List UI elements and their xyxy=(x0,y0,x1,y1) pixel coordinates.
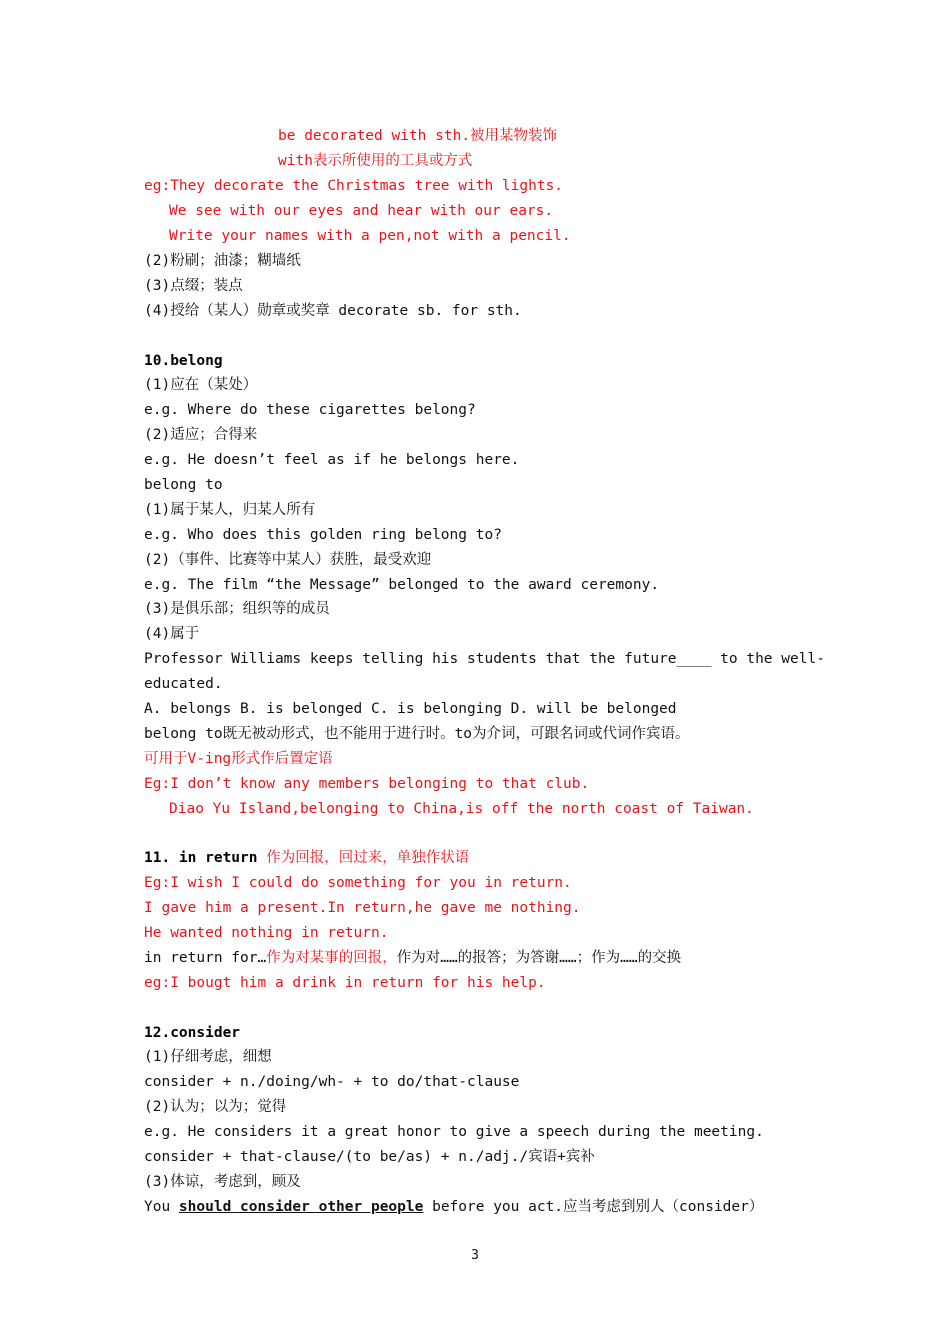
text-line: belong to xyxy=(144,477,223,493)
text-line: e.g. He considers it a great honor to give a speech during the meeting. xyxy=(144,1124,764,1140)
example-line: I gave him a present.In return,he gave me nothing. xyxy=(144,900,581,916)
text-line: with表示所使用的工具或方式 xyxy=(278,153,473,169)
text-line: (4)属于 xyxy=(144,626,200,642)
example-line: Write your names with a pen,not with a pencil. xyxy=(169,228,571,244)
text-segment: You xyxy=(144,1199,179,1215)
section-heading: 10.belong xyxy=(144,353,223,369)
phrase: in return for… xyxy=(144,950,267,966)
text-line: (1)属于某人，归某人所有 xyxy=(144,502,316,518)
text-line: e.g. Where do these cigarettes belong? xyxy=(144,402,476,418)
text-line: belong to既无被动形式，也不能用于进行时。to为介词，可跟名词或代词作宾语。 xyxy=(144,726,690,742)
text-line: Professor Williams keeps telling his students that the future____ to the well- xyxy=(144,651,825,667)
underlined-answer: should consider other people xyxy=(178,1199,424,1215)
text-line: (2)粉刷；油漆；糊墙纸 xyxy=(144,253,301,269)
phrase-meaning-extra: 作为对……的报答；为答谢……；作为……的交换 xyxy=(396,950,682,966)
text-line: (1)应在（某处） xyxy=(144,377,258,393)
example-line: We see with our eyes and hear with our ears. xyxy=(169,203,554,219)
text-line: A. belongs B. is belonged C. is belonging D. will be belonged xyxy=(144,701,677,717)
text-line xyxy=(144,1195,763,1220)
text-segment: before you act.应当考虑到别人（consider） xyxy=(423,1199,764,1215)
section-heading xyxy=(144,846,469,871)
section-heading: 12.consider xyxy=(144,1025,241,1041)
section-note: 作为回报，回过来，单独作状语 xyxy=(257,850,470,866)
text-line: (2)适应；合得来 xyxy=(144,427,258,443)
text-line: (1)仔细考虑，细想 xyxy=(144,1049,272,1065)
example-line: Diao Yu Island,belonging to China,is off the north coast of Taiwan. xyxy=(169,801,754,817)
text-line: consider + n./doing/wh- + to do/that-clause xyxy=(144,1074,520,1090)
section-title: 11. in return xyxy=(144,850,258,866)
text-line: (2)（事件、比赛等中某人）获胜，最受欢迎 xyxy=(144,552,432,568)
text-line: consider + that-clause/(to be/as) + n./adj./宾语+宾补 xyxy=(144,1149,595,1165)
text-line: (3)体谅，考虑到，顾及 xyxy=(144,1174,301,1190)
text-line: (4)授给（某人）勋章或奖章 decorate sb. for sth. xyxy=(144,303,522,319)
text-line: (3)是俱乐部；组织等的成员 xyxy=(144,601,330,617)
phrase-meaning: 作为对某事的回报， xyxy=(266,950,397,966)
page-number: 3 xyxy=(471,1248,479,1263)
text-line: 可用于V-ing形式作后置定语 xyxy=(144,751,333,767)
example-line: eg:They decorate the Christmas tree with lights. xyxy=(144,178,564,194)
example-line: Eg:I don’t know any members belonging to that club. xyxy=(144,776,590,792)
text-line: e.g. The film “the Message” belonged to the award ceremony. xyxy=(144,577,660,593)
text-line: e.g. Who does this golden ring belong to? xyxy=(144,527,502,543)
text-line: e.g. He doesn’t feel as if he belongs here. xyxy=(144,452,520,468)
text-line: (3)点缀；装点 xyxy=(144,278,243,294)
text-line: (2)认为；以为；觉得 xyxy=(144,1099,287,1115)
text-line: be decorated with sth.被用某物装饰 xyxy=(278,128,558,144)
example-line: Eg:I wish I could do something for you in return. xyxy=(144,875,572,891)
example-line: He wanted nothing in return. xyxy=(144,925,389,941)
example-line: eg:I bougt him a drink in return for his help. xyxy=(144,975,546,991)
text-line: educated. xyxy=(144,676,223,692)
text-line xyxy=(144,946,681,971)
